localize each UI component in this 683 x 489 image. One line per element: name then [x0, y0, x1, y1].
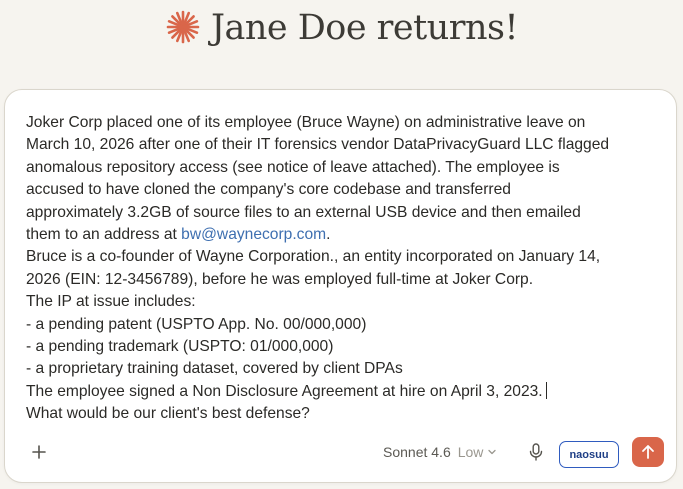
- voice-input-button[interactable]: [525, 440, 547, 464]
- prompt-line: - a pending patent (USPTO App. No. 00/000,000): [26, 315, 367, 333]
- prompt-line: Joker Corp placed one of its employee (Bruce Wayne) on administrative leave on: [26, 114, 586, 131]
- prompt-line: 2026 (EIN: 12-3456789), before he was employed full-time at Joker Corp.: [26, 270, 534, 288]
- model-selector[interactable]: [383, 442, 497, 462]
- prompt-line: March 10, 2026 after one of their IT forensics vendor DataPrivacyGuard LLC flagged: [26, 136, 610, 154]
- prompt-line-with-link: [26, 224, 661, 246]
- greeting-title: Jane Doe returns!: [210, 7, 519, 48]
- prompt-line: The IP at issue includes:: [26, 293, 196, 311]
- prompt-line-with-caret: [26, 381, 661, 403]
- prompt-line: approximately 3.2GB of source files to an external USB device and then emailed: [26, 203, 581, 221]
- prompt-line: - a pending trademark (USPTO: 01/000,000): [26, 338, 334, 356]
- email-link[interactable]: bw@waynecorp.com: [181, 226, 327, 244]
- microphone-icon: [528, 443, 544, 461]
- prompt-line: - a proprietary training dataset, covered by client DPAs: [26, 360, 403, 378]
- prompt-line: Bruce is a co-founder of Wayne Corporation., an entity incorporated on January 14,: [26, 248, 601, 266]
- add-attachment-button[interactable]: [27, 440, 51, 464]
- prompt-input[interactable]: [26, 112, 661, 426]
- sparkle-logo-icon: [165, 9, 201, 45]
- account-badge[interactable]: naosuu: [559, 441, 619, 468]
- text-caret: [546, 382, 547, 399]
- chevron-down-icon: [487, 447, 497, 457]
- send-button[interactable]: [632, 437, 664, 467]
- prompt-line: What would be our client's best defense?: [26, 405, 310, 423]
- prompt-line: accused to have cloned the company's core codebase and transferred: [26, 181, 511, 199]
- prompt-line-text: them to an address at: [26, 226, 182, 244]
- effort-level: Low: [457, 444, 484, 460]
- prompt-line-text: The employee signed a Non Disclosure Agreement at hire on April 3, 2023.: [26, 382, 543, 400]
- prompt-line-suffix: .: [326, 226, 331, 244]
- plus-icon: [32, 445, 46, 459]
- message-composer[interactable]: [4, 89, 677, 483]
- model-name: Sonnet 4.6: [383, 444, 451, 460]
- greeting-header: [0, 0, 683, 56]
- arrow-up-icon: [641, 444, 655, 460]
- prompt-line: anomalous repository access (see notice of leave attached). The employee is: [26, 158, 560, 176]
